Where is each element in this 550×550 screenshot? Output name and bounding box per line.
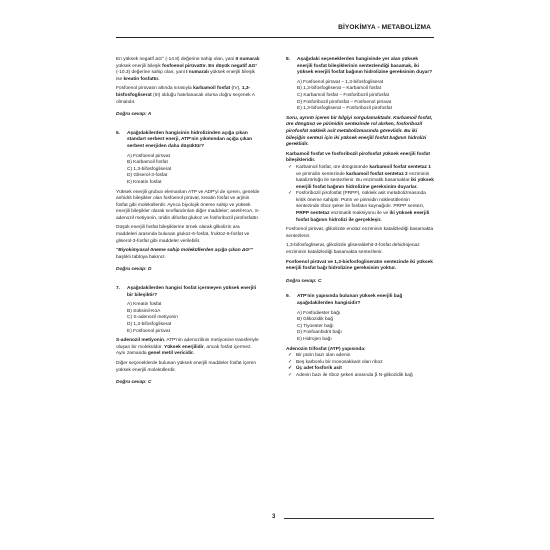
option-a: A) Kreatin fosfat bbox=[127, 302, 162, 308]
option-e: E) Kreatin fosfat bbox=[127, 179, 162, 185]
option-c: C) S-adenozil metiyonin bbox=[127, 315, 178, 321]
footer-rule bbox=[284, 518, 434, 519]
answer-line: Doğru cevap: A bbox=[116, 112, 152, 118]
option-a: A) Fosfoenol pirüvat – 1,3-bifosfogliserat bbox=[297, 79, 384, 85]
question-8: 8. Aşağıdaki seçeneklerden hangisinde yer alan yüksek enerjili fosfat bileşiklerinin sentezlendiği basamak, iki yüksek enerjili fosfat bağının hidrolizine gereksinim duyar? bbox=[286, 57, 433, 76]
tick-item: ✓ Üç adet fosforik asit bbox=[296, 366, 434, 373]
tick-item: ✓ Karbamoil fosfat, üre döngüsünde karbamoil fosfat sentetaz 1 ve pirimidin sentezinde karbamoil fosfat sentetaz 2 enziminin katalizörlüğü ile sentezlenir. Bu enzimatik basamaklar iki yüksek enerjili fosfat bağının hidrolizine gereksinim duyarlar. bbox=[296, 165, 434, 191]
option-e: E) Hidrojen bağı bbox=[297, 336, 332, 342]
option-a: A) Fosfodiester bağı bbox=[297, 310, 341, 316]
answer-line: Doğru cevap: C bbox=[116, 380, 152, 386]
option-d: D) Gliserol-3-fosfat bbox=[127, 173, 168, 179]
option-d: D) Fosforibozil pirofosfat – Fosfoenol pirüvat bbox=[297, 99, 392, 105]
explanation-paragraph: Diğer seçeneklerde bulunan yüksek enerjili maddeler fosfat içeren yüksek enerjili moleküllerdir. bbox=[116, 360, 256, 373]
option-b: B) Karbamoil fosfat bbox=[127, 160, 168, 166]
tick-item: ✓ Adenin bazı ile riboz şekeri arasında β N-glikozidik bağ bbox=[296, 373, 434, 380]
tick-item: ✓ Bir pürin bazı olan adenin bbox=[296, 353, 434, 360]
answer-line: Doğru cevap: D bbox=[116, 267, 152, 273]
explanation-paragraph: Fosfoenol pirüvat ve 1,3-bisfosfogliseratın sentezinde iki yüksek enerjili fosfat bağı hidrolizine gereksinim yoktur. bbox=[286, 259, 433, 272]
explanation-paragraph: En yüksek negatif ΔG° (-14.8) değerine sahip olan, yani II numaralı yüksek enerjili bileşik fosfoenol pirüvattır. En düşük negatif ΔG° (-10.3) değerine sahip olan, yani I numaralı yüksek enerjili bileşik ise kreatin fosfattır. bbox=[116, 57, 260, 82]
option-a: A) Fosfoenol pirüvat bbox=[127, 153, 170, 159]
option-d: D) 1,3-bifosfogliserat bbox=[127, 322, 172, 327]
explanation-paragraph: Fosfoenol pirüvatın altında sırasıyla karbamoil fosfat (IV), 1,3-bisfosfogliserat (III) olduğu hatırlanacak olursa doğru seçenek A olmalıdır. bbox=[116, 86, 255, 105]
option-e: E) 1,3-bifosfogliserat – Fosforibozil pirofosfat bbox=[297, 106, 392, 112]
header-rule bbox=[116, 37, 434, 38]
explanation-paragraph: Karbamoil fosfat ve fosforibozil pirofosfat yüksek enerjili fosfat bileşikleridir. bbox=[286, 151, 430, 164]
tick-item: ✓ Fosforibozil pirofosfat (PRPP), nükleik asit metabolizmasında kritik öneme sahiptir. Pürin ve pirimidin nükleotitlerinin sentezinde riboz şeker ile fosfatın kaynağıdır. PRPP sentezi, PRPP sentetaz enzimatik reaksiyonu ile ve iki yüksek enerjili fosfat bağının hidrolizi ile gerçekleşir. bbox=[296, 191, 434, 224]
explanation-paragraph: 1,3-bifosfogliserat, glikolizde gliseraldehit-3-fosfat dehidrojenaz enziminin katalizlediği basamakta sentezlenir. bbox=[286, 243, 420, 256]
option-e: E) Fosfoenol pirüvat bbox=[127, 328, 170, 334]
answer-line: Doğru cevap: C bbox=[286, 278, 322, 284]
header-title: BİYOKİMYA - METABOLİZMA bbox=[338, 24, 431, 31]
table-reference: "Biyokimyasal öneme sahip moleküllerden açığa çıkan ΔG°" başlıklı tabloya bakınız. bbox=[116, 248, 254, 260]
page-number: 3 bbox=[272, 514, 276, 520]
option-b: B) 1,3-bifosfogliserat – Karbamoil fosfat bbox=[297, 86, 381, 92]
left-column bbox=[116, 57, 262, 387]
option-c: C) 1,3-bifosfogliserat bbox=[127, 166, 172, 172]
explanation-paragraph: Soru, ayrıntı içeren bir bilgiyi sorgulamaktadır. Karbamoil fosfat, üre döngüsü ve pirimidin sentezinde rol alırken, fosforibozil pirofosfat nükleik asit metabolizmasında görevlidir. Bu iki bileşiğin sentezi için iki yüksek enerjili fosfat bağının hidrolizi gereklidir. bbox=[286, 115, 433, 148]
option-b: B) Süksinil-KoA bbox=[127, 308, 161, 314]
option-c: C) Karbamoil fosfat – Fosforibozil pirofosfat bbox=[297, 92, 389, 98]
explanation-paragraph: S-adenozil metiyonin, ATP'nin adenozilinin metiyonine transferiyle oluşan bir moleküldür. Yüksek enerjilidir, ancak fosfat içermez. Aynı zamanda genel metil vericidir. bbox=[116, 338, 259, 357]
explanation-paragraph: Düşük enerjili fosfat bileşiklerine örnek olarak glikolizin ara maddeleri arasında bulunan glukoz-6-fosfat, fruktoz-6-fosfat ve gliserol-3-fosfat gibi maddeler verilebilir. bbox=[116, 225, 250, 244]
explanation-paragraph: Adenozin trifosfat (ATP) yapısında: bbox=[286, 346, 366, 352]
question-9: 9. ATP'nin yapısında bulunan yüksek enerjili bağ aşağıdakilerden hangisidir? bbox=[286, 294, 403, 306]
tick-list bbox=[286, 165, 434, 224]
question-6: 6. Aşağıdakilerden hangisinin hidrolizinden açığa çıkan standart serbest enerji, ATP'nin yıkımından açığa çıkan serbest enerjiden daha düşüktür? bbox=[116, 130, 253, 149]
explanation-paragraph: Yüksek enerjili grubun elemanları ATP ve ADP'yi de içeren, genelde anhidrit bileşikler olan fosfoenol pirüvat, kreatin fosfat ve arjinin fosfat gibi moleküllerdir. Ayrıca biyolojik öneme sahip ve yüksek enerjili bileşikler olarak sınıflandırılan diğer maddeler; asetil-KoA, S-adenozil metiyonin, üridin difosfat glukoz ve fosforibozil pirofosfattır. bbox=[116, 189, 260, 221]
tick-item: ✓ Beş karbonlu bir monosakkarit olan riboz bbox=[296, 360, 434, 367]
option-d: D) Fosfoanhidrit bağı bbox=[297, 330, 342, 336]
tick-list bbox=[286, 353, 434, 379]
explanation-paragraph: Fosfoenol pirüvat, glikolizde enolaz enziminin katalizlediği basamakta sentezlenir. bbox=[286, 227, 434, 239]
question-7: 7. Aşağıdakilerden hangisi fosfat içermeyen yüksek enerjili bir bileşiktir? bbox=[116, 286, 257, 298]
option-c: C) Tiyoester bağı bbox=[297, 323, 334, 329]
option-b: B) Glikozidik bağ bbox=[297, 317, 333, 323]
right-column bbox=[286, 57, 434, 380]
